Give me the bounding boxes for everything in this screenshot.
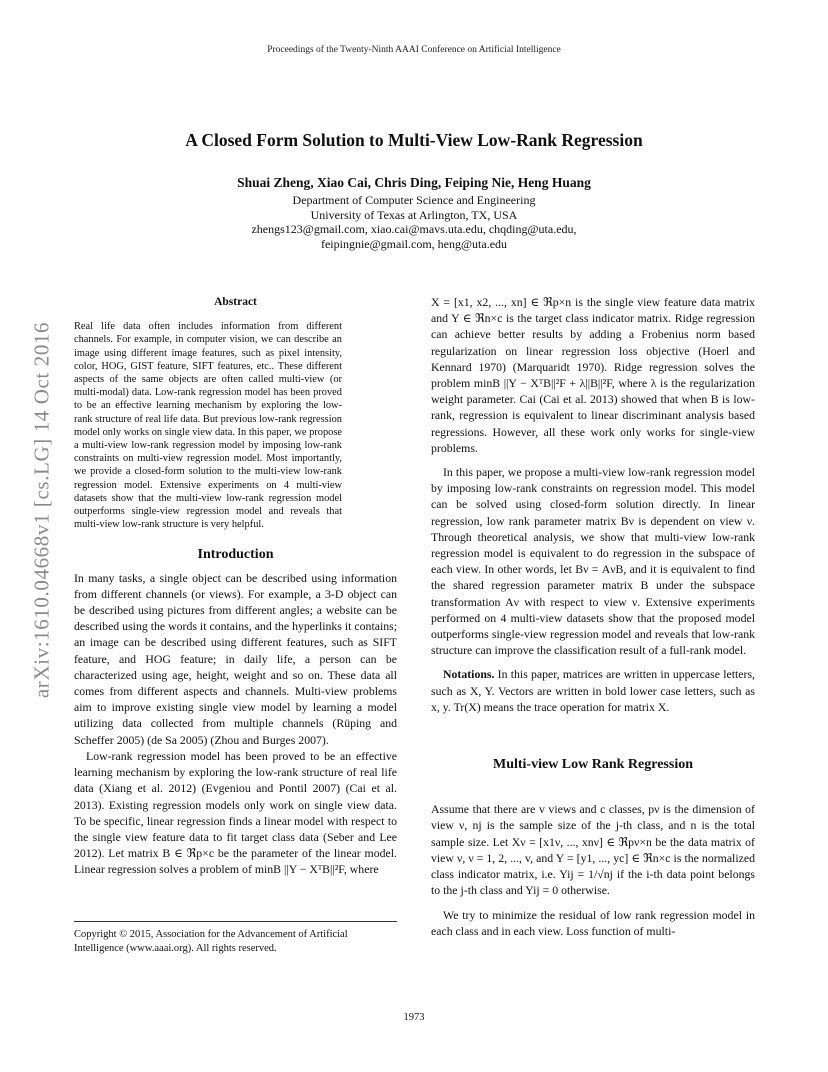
notations-text: In this paper, matrices are written in uppercase letters, such as X, Y. Vectors are written in bold lower case letters, such as x, y. Tr(X) means the trace operation for matrix X. (431, 667, 755, 714)
intro-paragraph-2: Low-rank regression model has been proved to be an effective learning mechanism by exploring the low-rank structure of real life data (Xiang et al. 2012) (Evgeniou and Pontil 2007) (Cai et al. 2013). Existing regression models only work on single view data. To be specific, linear regression finds a linear model with respect to the single view feature data to fit target class data (Seber and Lee 2012). Let matrix B ∈ ℜp×c be the parameter of the linear model. Linear regression solves a problem of minB ||Y − XᵀB||²F, where (74, 748, 397, 877)
author-list: Shuai Zheng, Xiao Cai, Chris Ding, Feiping Nie, Heng Huang (237, 175, 591, 190)
arxiv-stamp-text: arXiv:1610.04668v1 [cs.LG] 14 Oct 2016 (29, 321, 54, 699)
ridge-paragraph: X = [x1, x2, ..., xn] ∈ ℜp×n is the single view feature data matrix and Y ∈ ℜn×c is the target class indicator matrix. Ridge regression can achieve better results by adding a Frobenius norm based regularization on linear regression loss objective (Hoerl and Kennard 1970) (Marquaridt 1970). Ridge regression solves the problem minB ||Y − XᵀB||²F + λ||B||²F, where λ is the regularization weight parameter. Cai (Cai et al. 2013) showed that when B is low-rank, regression is equivalent to linear discriminant analysis based regressions. However, all these work only works for single-view problems. (431, 295, 755, 455)
paper-title: A Closed Form Solution to Multi-View Low-Rank Regression (185, 130, 643, 150)
email-line: feipingnie@gmail.com, heng@uta.edu (320, 236, 508, 251)
loss-paragraph: We try to minimize the residual of low rank regression model in each class and in each view. Loss function of multi- (431, 907, 755, 938)
multiview-section-heading: Multi-view Low Rank Regression (492, 757, 694, 773)
running-header: Proceedings of the Twenty-Ninth AAAI Conference on Artificial Intelligence (267, 45, 561, 55)
affiliation-line: University of Texas at Arlington, TX, USA (310, 207, 518, 222)
proposal-paragraph: In this paper, we propose a multi-view low-rank regression model by imposing low-rank constraints on regression model. This model can be solved using closed-form solution directly. In linear regression, low rank parameter matrix Bν is dependent on view ν. Through theoretical analysis, we show that multi-view low-rank regression model is equivalent to do regression in the subspace of each view. In other words, let Bν = AνB, and it is equivalent to find the shared regression parameter matrix B under the subspace transformation Aν with respect to view ν. Extensive experiments performed on 4 multi-view datasets show that the proposed model outperforms single-view regression model and reveals that low-rank structure can improve the classification result of a full-rank model. (431, 465, 755, 658)
abstract-heading: Abstract (214, 296, 257, 308)
notations-paragraph (431, 666, 755, 715)
affiliation-block (0, 193, 828, 251)
arxiv-side-stamp (22, 290, 62, 730)
page-number: 1973 (403, 1012, 425, 1023)
abstract-text: Real life data often includes information from different channels. For example, in computer vision, we can describe an image using different image features, such as pixel intensity, color, HOG, GIST feature, SIFT features, etc.. These different aspects of the same objects are often called multi-view (or multi-modal) data. Low-rank regression model has been proved to be an effective learning mechanism by exploring the low-rank structure of real life data. But previous low-rank regression model only works on single view data. In this paper, we propose a multi-view low-rank regression model by imposing low-rank constraints on multi-view regression model. Most importantly, we provide a closed-form solution to the multi-view low-rank regression model. Extensive experiments on 4 multi-view datasets show that the multi-view low-rank regression model outperforms single-view regression model and reveals that multi-view low-rank structure is very helpful. (74, 321, 342, 531)
setup-paragraph: Assume that there are v views and c classes, pν is the dimension of view ν, nj is the sample size of the j-th class, and n is the total sample size. Let Xν = [x1ν, ..., xnν] ∈ ℜpν×n be the data matrix of view ν, ν = 1, 2, ..., v, and Y = [y1, ..., yc] ∈ ℜn×c is the normalized class indicator matrix, i.e. Yij = 1/√nj if the i-th data point belongs to the j-th class and Yij = 0 otherwise. (431, 802, 755, 898)
copyright-notice: Copyright © 2015, Association for the Advancement of Artificial Intelligence (www.aaai.org). All rights reserved. (74, 921, 397, 955)
email-line: zhengs123@gmail.com, xiao.cai@mavs.uta.edu, chqding@uta.edu, (251, 222, 577, 236)
notations-label: Notations. (443, 667, 495, 682)
right-column (431, 294, 755, 939)
introduction-heading: Introduction (197, 547, 274, 563)
affiliation-line: Department of Computer Science and Engineering (292, 193, 536, 207)
intro-paragraph-1: In many tasks, a single object can be described using information from different channels (or views). For example, a 3-D object can be described using pictures from different angles; a website can be described using the words it contains, and the hyperlinks it contains; an image can be described using different features, such as SIFT feature, and HOG feature; in daily life, a person can be characterized using age, height, weight and so on. These data all comes from different aspects and channels. Multi-view problems aim to improve existing single view model by learning a model utilizing data collected from multiple channels (Rüping and Scheffer 2005) (de Sa 2005) (Zhou and Burges 2007). (74, 570, 397, 747)
left-column (74, 294, 397, 878)
